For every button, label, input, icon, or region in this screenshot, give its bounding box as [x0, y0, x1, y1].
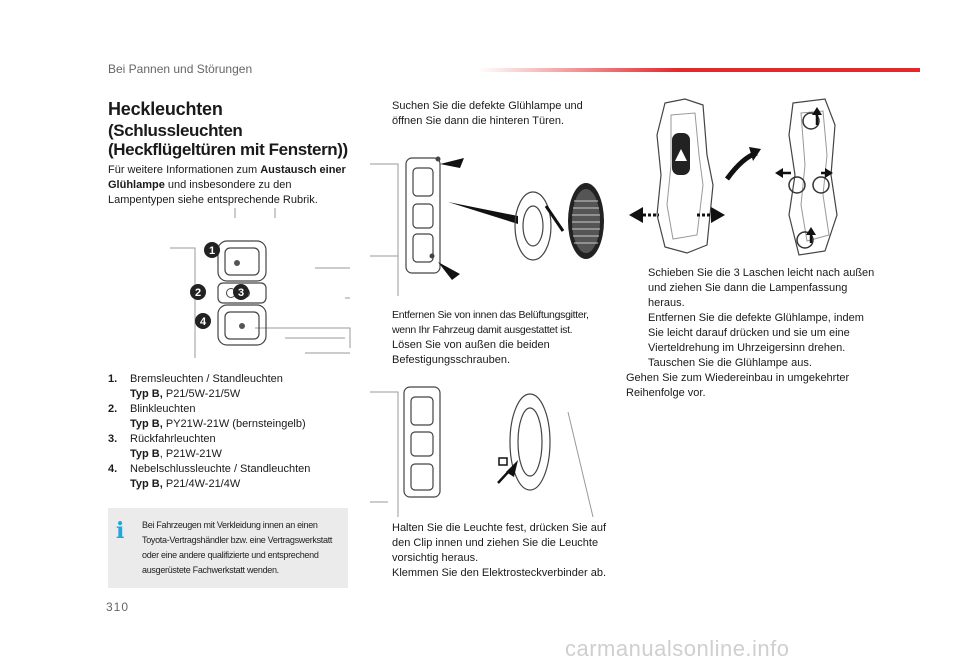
step-text: Suchen Sie die defekte Glühlampe und öffnen Sie dann die hinteren Türen.: [392, 100, 583, 127]
item-type-value: P21/5W-21/5W: [162, 388, 241, 400]
step-item: [370, 521, 615, 566]
step-text: Klemmen Sie den Elektrosteckverbinder ab.: [392, 567, 606, 579]
intro-bold-text: Austausch einer Glühlampe: [108, 164, 346, 191]
item-type-label: Typ B,: [130, 418, 163, 430]
item-number: 1.: [108, 373, 118, 385]
tail-light-illustration: [165, 208, 355, 368]
callout-2: 2: [194, 287, 202, 299]
note-text: Bei Fahrzeugen mit Verkleidung innen an einen Toyota-Vertragshändler bzw. eine Vertragswerkstatt oder eine andere qualifizierte und entsprechend ausgerüstete Fachwerkstatt wenden.: [142, 520, 333, 575]
section-title: Bei Pannen und Störungen: [108, 62, 253, 76]
item-number: 2.: [108, 403, 118, 415]
closing-note: Gehen Sie zum Wiedereinbau in umgekehrter Reihenfolge vor.: [626, 372, 850, 399]
watermark: carmanualsonline.info: [565, 636, 790, 661]
step-text: Schieben Sie die 3 Laschen leicht nach außen und ziehen Sie dann die Lampenfassung heraus.: [648, 267, 875, 309]
step-text: Tauschen Sie die Glühlampe aus.: [648, 357, 812, 369]
step-item: [626, 266, 876, 311]
step-item: [626, 311, 876, 356]
page-number: 310: [106, 600, 130, 614]
item-type-value: , P21W-21W: [159, 448, 222, 460]
item-name: Rückfahrleuchten: [130, 433, 216, 445]
intro-paragraph: [108, 163, 348, 208]
bulb-holder-illustration: [625, 95, 855, 260]
item-type-label: Typ B,: [130, 478, 163, 490]
bulb-list: [108, 372, 348, 492]
item-type-label: Typ B: [130, 448, 160, 460]
step-block-4: [626, 266, 876, 401]
step-item: [370, 338, 605, 368]
header-accent-rule: [478, 68, 920, 72]
step-item: [626, 356, 876, 371]
list-item: [108, 402, 348, 432]
item-type-label: Typ B,: [130, 388, 163, 400]
step-block-3: [370, 521, 615, 581]
step-item: [370, 566, 615, 581]
step-block-2: [370, 308, 605, 368]
step-item: [370, 308, 605, 338]
list-item: [108, 432, 348, 462]
door-fixing-illustration: [368, 146, 608, 296]
list-item: [108, 462, 348, 492]
step-block-1: [370, 99, 600, 129]
callout-1: 1: [208, 245, 216, 257]
page-subtitle: (Schlussleuchten (Heckflügeltüren mit Fenstern)): [108, 121, 348, 159]
callout-4: 4: [199, 316, 207, 328]
info-icon: i: [116, 518, 125, 544]
step-text: Entfernen Sie die defekte Glühlampe, indem Sie leicht darauf drücken und sie um eine Vierteldrehung im Uhrzeigersinn drehen.: [648, 312, 864, 354]
item-name: Nebelschlussleuchte / Standleuchten: [130, 463, 311, 475]
item-type-value: P21/4W-21/4W: [162, 478, 241, 490]
intro-text: Für weitere Informationen zum: [108, 164, 261, 176]
item-number: 4.: [108, 463, 118, 475]
page-title: Heckleuchten: [108, 99, 223, 119]
item-type-value: PY21W-21W (bernsteingelb): [162, 418, 306, 430]
callout-3: 3: [237, 287, 245, 299]
intro-text-end: und insbesondere zu den Lampentypen siehe entsprechende Rubrik.: [108, 179, 318, 206]
step-item: [370, 99, 600, 129]
item-name: Blinkleuchten: [130, 403, 196, 415]
step-text: Entfernen Sie von innen das Belüftungsgitter, wenn Ihr Fahrzeug damit ausgestattet ist.: [392, 309, 589, 336]
item-name: Bremsleuchten / Standleuchten: [130, 373, 283, 385]
clip-release-illustration: [368, 382, 608, 517]
step-text: Lösen Sie von außen die beiden Befestigungsschrauben.: [392, 339, 550, 366]
info-note: [108, 508, 348, 588]
item-number: 3.: [108, 433, 118, 445]
step-text: Halten Sie die Leuchte fest, drücken Sie auf den Clip innen und ziehen Sie die Leuchte vorsichtig heraus.: [392, 522, 607, 564]
list-item: [108, 372, 348, 402]
